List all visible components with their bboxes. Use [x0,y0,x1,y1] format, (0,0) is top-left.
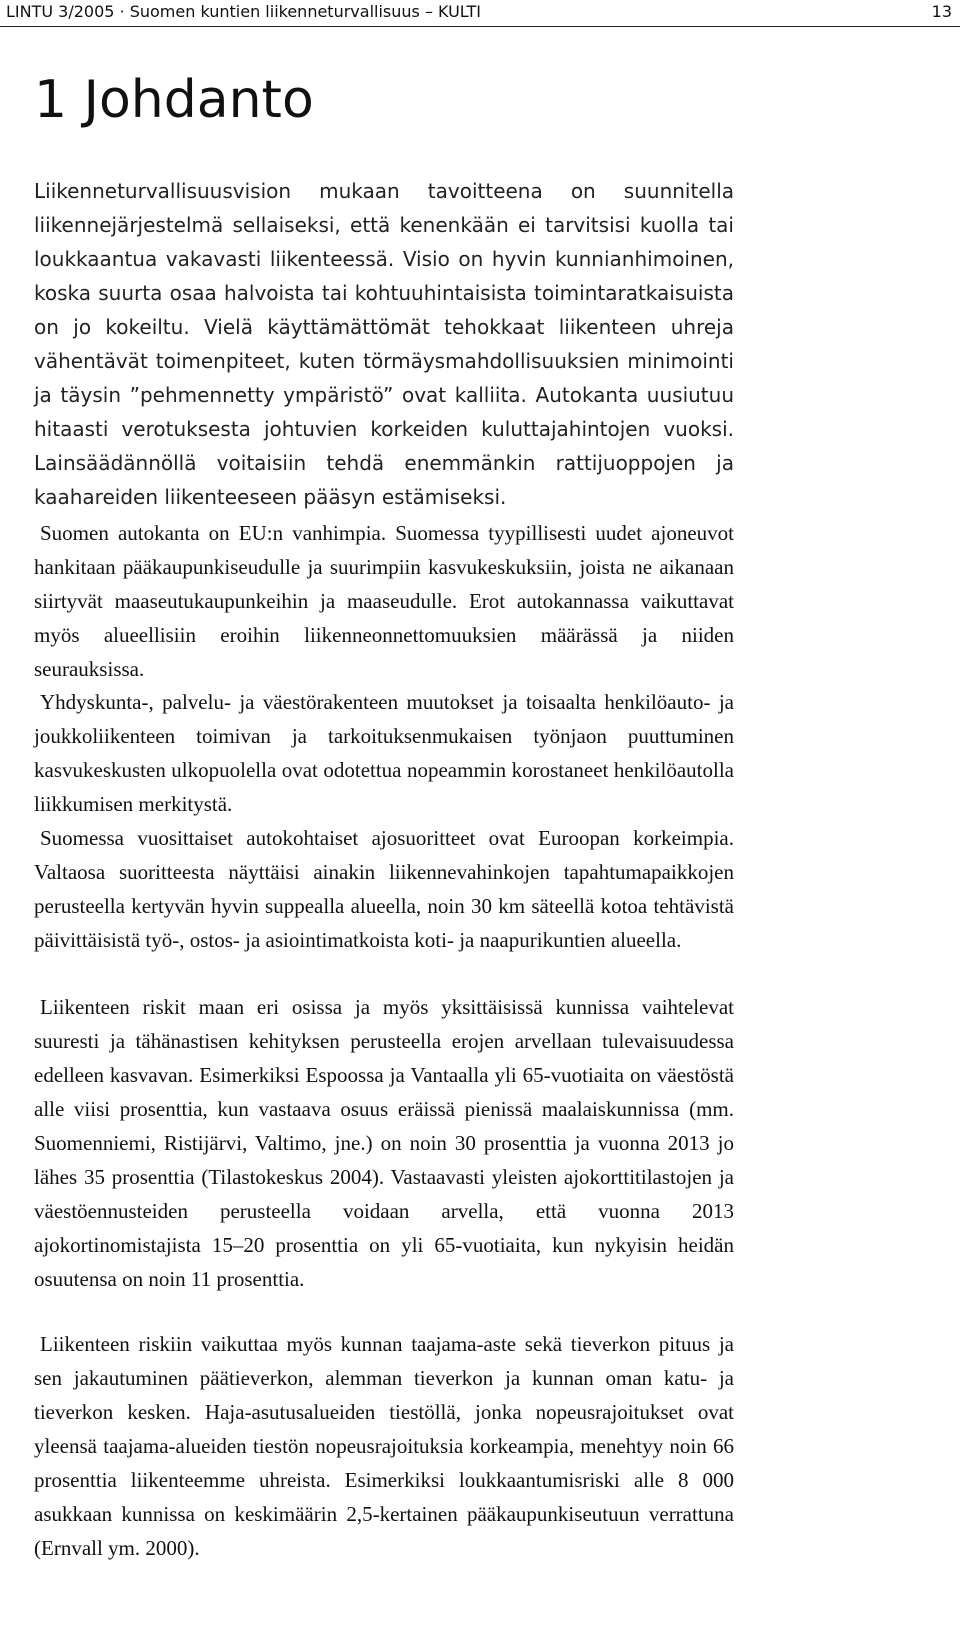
paragraph-car-fleet: Suomen autokanta on EU:n vanhimpia. Suomessa tyypillisesti uudet ajoneuvot hankitaan pääkaupunkiseudulle ja suurimpiin kasvukeskuksiin, joista ne aikanaan siirtyvät maaseutukaupunkeihin ja maaseudulle. Erot autokannassa vaikuttavat myös alueellisiin eroihin liikenneonnettomuuksien määrässä ja niiden seurauksissa. [34,521,734,681]
paragraph-regional-risks: Liikenteen riskit maan eri osissa ja myös yksittäisissä kunnissa vaihtelevat suuresti ja tähänastisen kehityksen perusteella erojen arvellaan tulevaisuudessa edelleen kasvavan. Esimerkiksi Espoossa ja Vantaalla yli 65-vuotiaita on väestöstä alle viisi prosenttia, kun vastaava osuus eräissä pienissä maalaiskunnissa (mm. Suomenniemi, Ristijärvi, Valtimo, jne.) on noin 30 prosenttia ja vuonna 2013 jo lähes 35 prosenttia (Tilastokeskus 2004). Vastaavasti yleisten ajokorttitilastojen ja väestöennusteiden perusteella voidaan arvella, että vuonna 2013 ajokortinomistajista 15–20 prosenttia on yli 65-vuotiaita, kun nykyisin heidän osuutensa on noin 11 prosenttia. [34,995,734,1291]
running-title: LINTU 3/2005 · Suomen kuntien liikenneturvallisuus – KULTI [6,1,482,21]
running-header [6,0,952,22]
paragraph-mileage: Suomessa vuosittaiset autokohtaiset ajosuoritteet ovat Euroopan korkeimpia. Valtaosa suoritteesta näyttäisi ainakin liikennevahinkojen tapahtumapaikkojen perusteella kertyvän hyvin suppealla alueella, noin 30 km säteellä kotoa tehtävistä päivittäisistä työ-, ostos- ja asiointimatkoista koti- ja naapurikuntien alueella. [34,826,734,952]
chapter-title: 1 Johdanto [34,70,314,130]
header-divider [0,26,960,27]
paragraph-community-structure: Yhdyskunta-, palvelu- ja väestörakenteen muutokset ja toisaalta henkilöauto- ja joukkoliikenteen toimivan ja tarkoituksenmukaisen työnjaon puuttuminen kasvukeskusten ulkopuolella ovat odotettua nopeammin korostaneet henkilöautolla liikkumisen merkitystä. [34,690,734,816]
paragraph-intro: Liikenneturvallisuusvision mukaan tavoitteena on suunnitella liikennejärjestelmä sellaiseksi, että kenenkään ei tarvitsisi kuolla tai loukkaantua vakavasti liikenteessä. Visio on hyvin kunnianhimoinen, koska suurta osaa halvoista tai kohtuuhintaisista toimintaratkaisuista on jo kokeiltu. Vielä käyttämättömät tehokkaat liikenteen uhreja vähentävät toimenpiteet, kuten törmäysmahdollisuuksien minimointi ja täysin ”pehmennetty ympäristö” ovat kalliita. Autokanta uusiutuu hitaasti verotuksesta johtuvien korkeiden kuluttajahintojen vuoksi. Lainsäädännöllä voitaisiin tehdä enemmänkin rattijuoppojen ja kaahareiden liikenteeseen pääsyn estämiseksi. [34,179,734,509]
paragraph-road-network: Liikenteen riskiin vaikuttaa myös kunnan taajama-aste sekä tieverkon pituus ja sen jakautuminen päätieverkon, alemman tieverkon ja kunnan oman katu- ja tieverkon kesken. Haja-asutusalueiden tiestöllä, jonka nopeusrajoitukset ovat yleensä taajama-alueiden tiestön nopeusrajoituksia korkeampia, menehtyy noin 66 prosenttia liikenteemme uhreista. Esimerkiksi loukkaantumisriski alle 8 000 asukkaan kunnissa on keskimäärin 2,5-kertainen pääkaupunkiseutuun verrattuna (Ernvall ym. 2000). [34,1332,734,1560]
page-number: 13 [931,1,952,21]
